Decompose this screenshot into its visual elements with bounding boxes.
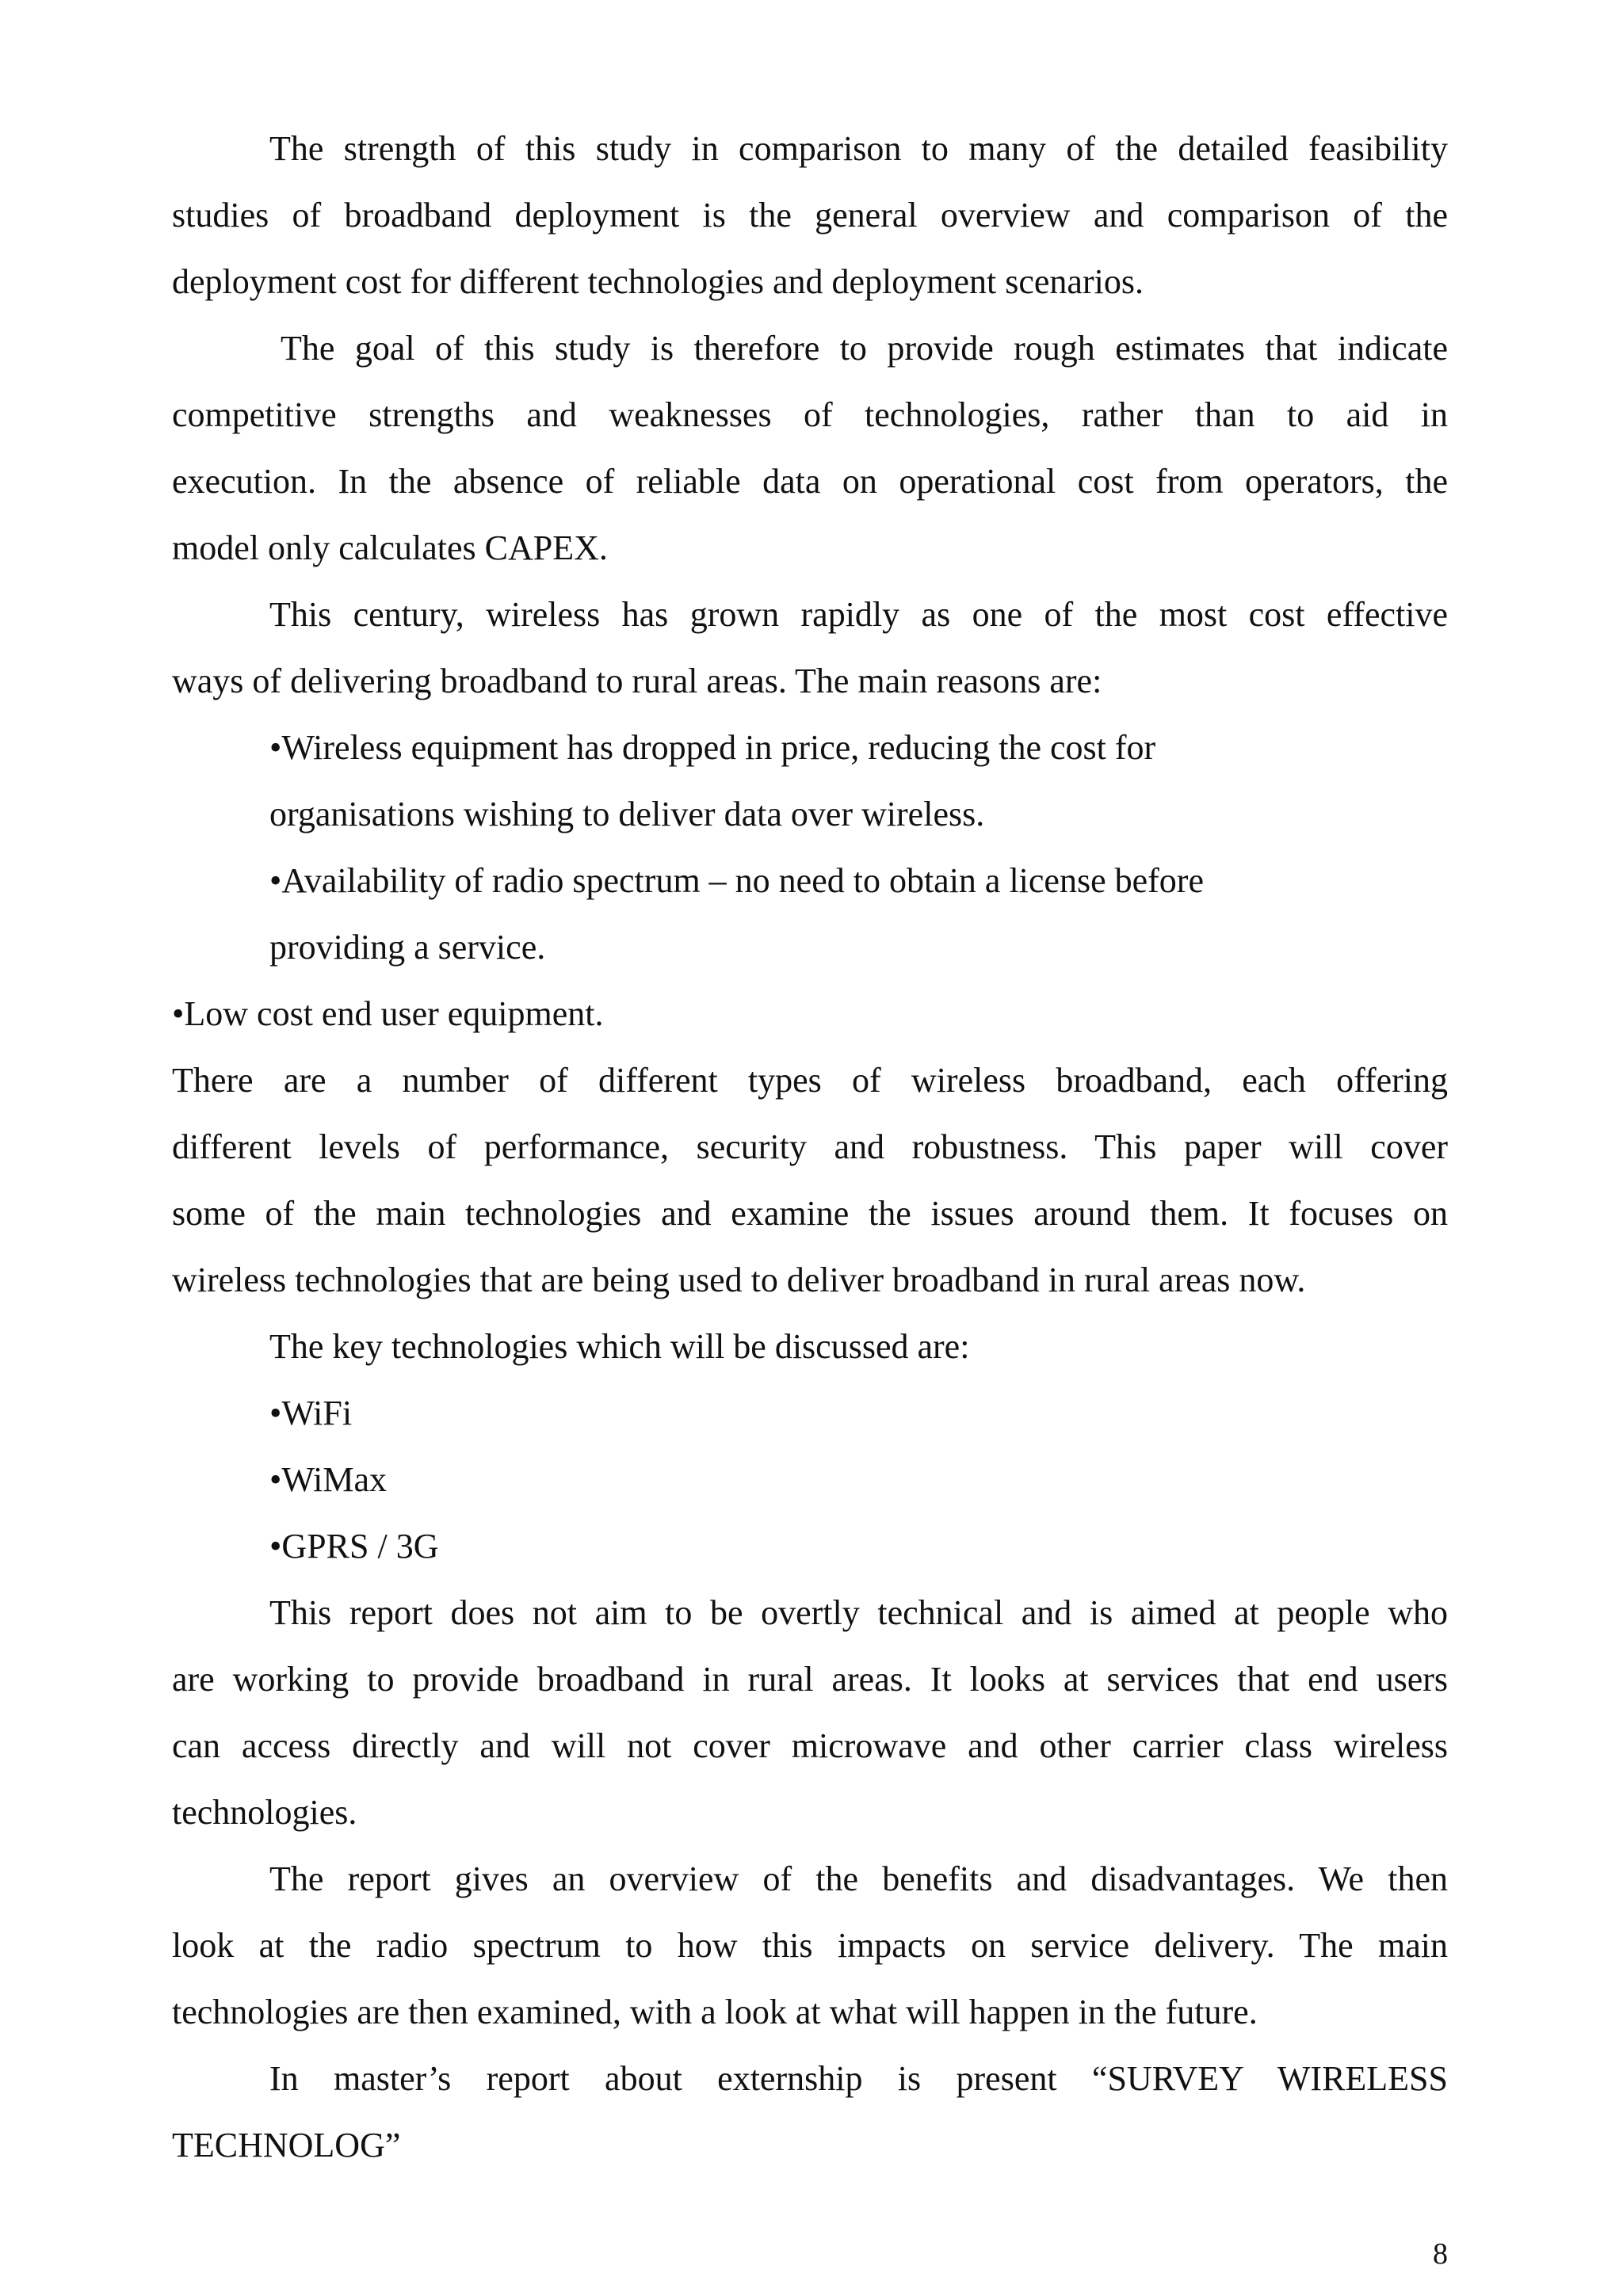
text-line: technologies. [172, 1793, 357, 1832]
text-line: TECHNOLOG” [172, 2126, 401, 2164]
page-number: 8 [1433, 2237, 1448, 2271]
bullet-item: •GPRS / 3G [269, 1527, 439, 1566]
text-line: technologies are then examined, with a look at what will happen in the future. [172, 1993, 1258, 2031]
bullet-item-continuation: organisations wishing to deliver data over wireless. [269, 795, 985, 833]
text-line: different levels of performance, security and robustness. This paper will cover [172, 1127, 1448, 1166]
text-line: are working to provide broadband in rural areas. It looks at services that end users [172, 1660, 1448, 1699]
text-line: some of the main technologies and examine the issues around them. It focuses on [172, 1194, 1448, 1233]
bullet-item-continuation: providing a service. [269, 928, 546, 967]
text-line: In master’s report about externship is present “SURVEY WIRELESS [269, 2059, 1448, 2098]
bullet-item: •WiMax [269, 1460, 388, 1499]
text-line: This century, wireless has grown rapidly as one of the most cost effective [269, 595, 1448, 634]
text-line: deployment cost for different technologies and deployment scenarios. [172, 262, 1144, 301]
text-line: wireless technologies that are being used to deliver broadband in rural areas now. [172, 1261, 1306, 1299]
text-line: can access directly and will not cover microwave and other carrier class wireless [172, 1726, 1448, 1765]
text-line: The goal of this study is therefore to provide rough estimates that indicate [281, 329, 1448, 368]
text-line: The report gives an overview of the benefits and disadvantages. We then [269, 1859, 1448, 1898]
text-line: execution. In the absence of reliable data on operational cost from operators, the [172, 462, 1448, 501]
text-line: ways of delivering broadband to rural areas. The main reasons are: [172, 662, 1102, 700]
text-line: competitive strengths and weaknesses of technologies, rather than to aid in [172, 395, 1448, 434]
text-line: look at the radio spectrum to how this impacts on service delivery. The main [172, 1926, 1448, 1965]
bullet-item: •Wireless equipment has dropped in price, reducing the cost for [269, 728, 1156, 767]
text-line: The key technologies which will be discussed are: [269, 1327, 970, 1366]
text-line: model only calculates CAPEX. [172, 528, 608, 567]
text-line: studies of broadband deployment is the general overview and comparison of the [172, 196, 1448, 235]
bullet-item: •WiFi [269, 1394, 353, 1432]
bullet-item: •Low cost end user equipment. [172, 994, 604, 1033]
text-line: The strength of this study in comparison to many of the detailed feasibility [269, 129, 1448, 168]
bullet-item: •Availability of radio spectrum – no need to obtain a license before [269, 861, 1204, 900]
text-line: There are a number of different types of wireless broadband, each offering [172, 1061, 1448, 1100]
text-line: This report does not aim to be overtly technical and is aimed at people who [269, 1593, 1448, 1632]
